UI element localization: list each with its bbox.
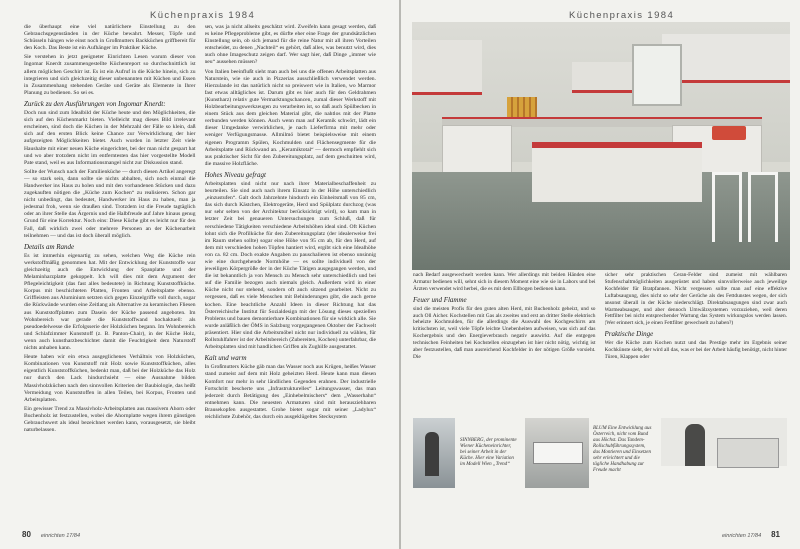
photo-chair: [748, 172, 778, 242]
subheading: Hohes Niveau gefragt: [204, 170, 266, 179]
paragraph: Sie verstehen in jetzt geeigneter Einrichten Lesen warum dieser von Ingomar Knerdt zusammengestellte Küchenreport so durchschnittlich ist allem möglichen Geschirr ist. Es ist ein Aufruf in die Küche hinein, sich zu integrieren und sich gleichzeitig dieser unbenannten mit Küchen und Essen in Zusammenhang stehenden Geräte und Geräte als Elemente in Ihrer Planung zu bedienen. So sei es.: [24, 54, 196, 96]
paragraph: In Großmutters Küche gäb man das Wasser noch aus Krügen, heißes Wasser stand zumeist auf dem mit Holz geheizten Herd. Heute kann man diesen Komfort nur mehr in sehr ländlichen Gegenden erahnen. Der industrielle Fortschritt bescherte uns „Infrastrukturelles“ Leitungswasser, das man jederzeit durch Betätigung des „Einhebelmischers“ dem „Wasserhahn“ entnehmen kann. Die neuesten Armaturen sind mit herausziehbaren Brausekopfen ausgestattet. Grohe bietet sogar mit seiner „Ladylux“ reichlichste Zubehör, das durch ein ausgeklügeltes Stecksystem: [204, 364, 376, 420]
paragraph: Heute haben wir ein etwa ausgeglichenes Verhältnis von Holzküchen, Kombinationen von Kunststoff mit Holz sowie Kunststoffküchen, alles eigentlich Kunststoffküchen, bedenkt man, daß bei der Holzküche das Holz nur durch den Lack hindurchsieht — eine Ausnahme bilden Massivholzküchen nach den sinnvollen Kriterien der Baubiologie, das heißt Vermeidung von Kunststoffen in allen Teilen, bei Korpus, Fronten und Arbeitsplatten.: [24, 354, 196, 403]
page-number: 81: [771, 530, 780, 539]
photo-pot: [712, 126, 746, 140]
subheading: Feuer und Flamme: [413, 295, 467, 304]
paragraph: Es ist immerhin eigenartig zu sehen, welchen Weg die Küche rein werkstoffmäßig genommen hat. Mit der Entwicklung der Kunststoffe war gleichzeitig auch die Entwicklung der Spanplatte und der Melaminharzplatte gekoppelt. Ich will dies mit dem Argument der Pflegeleichtigkeit (das fast alles bedeutete) in Richtung Kunststoffküche. Korpus mit beschichteten Platten, Fronten und Arbeitsplatte ebenso. Griffleisten aus Aluminium setzten sich gegen Einzelgriffe voll durch, sogar die Rückwände wurden eine Zeitlang als Alternative zu keramischen Fliesen aus Kunststoffplatten zum Dasein der Küche passend angeboten. Im Wohnbereich war gerade die Kunststoffwand hochaktuell: als pseudoedelwesse die Erfolgsserie der Holzküchen begann. Im Wohnbereich und Schlafzimmer Kunststoff (z. B. Panton-Chair), in der Küche Holz, wenn auch kunstharzbeschichtet damit die Feuchtigkeit dem Naturstoff nichts anhaben kann.: [24, 252, 196, 352]
page-header: Küchenpraxis 1984: [150, 10, 256, 21]
paragraph: Ein gewisser Trend zu Massivholz-Arbeitsplatten aus massivem Ahorn oder Buchenholz ist festzustellen, wobei die Ahornplatte wegen ihrem günstigen Gebrauchswert als ideal bezeichnet werden kann, vorausgesetzt, sie bleibt naturbelassen.: [24, 405, 196, 434]
text-column-2: [205, 24, 377, 436]
paragraph: Wer die Küche zum Kochen nutzt und das Prestige mehr im Ergebnis seiner Kochkünste sieht, der wird all das, was er bei der Arbeit häufig benötigt, nicht hinter Türen, Klappen oder: [604, 340, 787, 360]
photo-island: [532, 142, 702, 202]
subheading: Details am Rande: [24, 242, 75, 251]
stove: [717, 438, 779, 468]
photo-drawer-system: [525, 418, 589, 488]
figure: [685, 424, 705, 466]
subheading: Zurück zu den Ausführungen von Ingomar Knerdt:: [24, 99, 166, 108]
kitchen-photo: [412, 22, 790, 270]
subheading: Praktische Dinge: [604, 330, 654, 339]
photo-bottles: [507, 97, 537, 119]
right-page: [401, 0, 800, 549]
figure: [425, 432, 439, 476]
photo-window: [632, 44, 682, 106]
footer-source: einrichten 17/84: [722, 533, 762, 539]
paragraph: Sollte der Wunsch nach der Familienküche — durch diesen Artikel angeregt — so stark sein, dann sollte sie nichts abhalten, sich noch einmal die Handwerker ins Haus zu holen und mit den vorhandenen Stücken und dazu zugekauften nötigen die „Küche zum Kochen“ zu realisieren. Schon gar nicht unbedingt, das bedeutet, Handwerker im Haus zu haben, man ja jedesmal froh, wenn sie draußen sind. Trotzdem ist die Freude tagtäglich oder an ihrer Stelle das Ärgernis und die Halbfreude auf Jahre hinaus genug Grund für eine Korrektur. Noch eins: Diese Küche gibt es leicht nur für den Fall, daß wirklich zwei oder mehrere Personen an der Küchenarbeit teilnehmen — und das ist doch überall möglich.: [24, 168, 196, 239]
text-column-2: [605, 272, 788, 363]
paragraph: sind die meisten Profis für den guten alten Herd, mit Buchenholz geheizt, und so auch Oll Aicher. Kochstellen mit Gas als zweites und erst an dritter Stelle elektrisch beheizte Kochmulden, für die allerdings die Auswahl des Kochgeschirrs am kritischsten ist, weil viele Töpfe leichte Unebenheiten aufweisen, was sich auf das Kochergebnis und den Energieverbrauch negativ auswirkt. Auf die entgegen technischen Feinheiten bei Kochstellen einzugehen ist hier nicht nötig, wichtig ist aber festzustellen, daß man ausreichend Kochfelder in der nötigen Größe vorsieht. Die: [413, 305, 596, 360]
subheading: Kalt und warm: [204, 354, 247, 363]
photo-person-standing: [413, 418, 455, 488]
page-footer: [22, 530, 80, 539]
photo-chair: [712, 172, 742, 242]
paragraph: die überhaupt eine viel natürlichere Einstellung zu den Gebrauchsgegenständen in der Küche bewahrt. Messer, Töpfe und Schüsseln hängen wie einst noch in Großmutters Backküchen griffbereit für den Koch. Das Beste ist ein Aufhänger im Praktiker Küche.: [24, 24, 196, 52]
paragraph: Von Italien beeinflußt sieht man auch bei uns die offenen Arbeitsplatten aus Naturstein, wie sie auch in Pizzerias ausschließlich verwendet werden. Hierzulande ist das natürlich nicht so preiswert wie in Italien, wo Marmor fast etwas alltägliches ist. Darum gibt es hier auch für den Geldrahmen (Kunstharz) relativ gute Vermarktungschancen, zumal dieser Werkstoff mit Holzbearbeitungswerkzeugen zu verarbeiten ist, so daß auch Spülbecken in einem Stück aus dem gleichen Material gibt, die nahtlos mit der Platte verbunden werden können. Auch wenn man auf Keramik schwört, lädt ein dieser Umgedanke verwirklichen, je nach Lieferfirma mit mehr oder weniger Verfügungsmasse. Allmilmö bietet beispielsweise mit einem eigenen Programm Spülen, Kochmulden und Flächensegmente für die Arbeitsplatte und Rückwand an. „Keramiktotal“ — dermoch empfiehlt sich aus praktischer Sicht für den Zubereitungsplatz, auf dem geschnitten wird, die massive Holzfläche.: [204, 68, 376, 167]
text-column-1: [24, 24, 196, 436]
footer-source: einrichten 17/84: [40, 533, 80, 539]
photo-person-cooking: [661, 418, 787, 466]
paragraph: nach Bedarf ausgewechselt werden kann. Wer allerdings mit beiden Händen eine Armatur bedienen will, sehnt sich in diesem Moment eine wie sie in Labors und bei Ärzten verwendet wird herbei, die es mit dem Ellbogen bedienen kann.: [413, 272, 596, 292]
drawer-device: [533, 442, 583, 464]
paragraph: Doch nun sind zum Idealbild der Küche heute und den Möglichkeiten, die sich auf den Küchenmarkt bieten. Vielleicht mag dieses Bild irrelevant erscheinen, sind doch die Küchen in der Mehrzahl der Fälle so klein, daß sich auf den ersten Blick keine Chance zur Verwirklichung der hier aufgezeigten Möglichkeiten bietet. Auch wurden in letzter Zeit viele Haushalte mit einer neuen Küche eingerichtet, bei der man nicht gespart hat und wo aber trotzdem nicht im entferntesten das hier vorgestellte Modell Pate stand, weil es aus Informationsmangel nicht zur Diskussion stand.: [24, 110, 196, 166]
paragraph: Arbeitsplatten sind nicht nur nach ihrer Materialbeschaffenheit zu beurteilen. Sie sind auch nach ihrem Einsatz in der Höhe unterschiedlich „einzustufen“. Galt doch Jahrzehnte hindurch ein Einheitsmaß von 85 cm, das sich durch Kästchen, Elektrogeräte, Herd und Spülplatz durchzog (was nur sehr selten von der Architektur berücksichtigt wird), so kam man in letzter Zeit bei genaueren Untersuchungen zum Schluß, daß für verschiedene Tätigkeiten verschiedene Arbeitshöhen ideal sind. Oft Küchen lohnt sich die Profilküche für den Zubereitungsplatz (der idealerweise frei im Raum stehen sollte) sogar eine Höhe von 95 cm ab, für den Herd, auf dem mit verschieden hohen Töpfen hantiert wird, ergibt sich eine Idealhöhe von ca. 82 cm. Doch exakte Angaben zu pauschalieren ist ebenso unsinnig wie eine durchgehende Normhöhe — es sollte individuell von der jeweiligen Körpergröße der in der Küche Tätigen ausgegangen werden, und die ist bekanntlich ja von Mensch zu Mensch sehr unterschiedlich und bei auf die Familie bezogen auch niemals gleich. Außerdem wird in einer Küche nicht nur stehend, sondern oft auch sitzend gearbeitet. Nicht zu vergessen, daß es viele Menschen mit Behinderungen gibt, die auch gerne kochen. Eine beachtliche Anzahl Ideen in dieser Richtung hat das Österreichische Institut für Sozialdesign mit der Lösung dieses speziellen Problems und bauen demontierbare Kombinationen für sie wirklich alle. Sie wurde anläßlich der ÖMS in Salzburg vorgegangenen Oktober der Fachwelt präsentiert. Hier sind die Arbeitsmöbel nicht nur individuell zu wählen, für Rollstuhlfahrer ist der Arbeitsbereich (Zubereiten, Kochen) unterfahrbar, die Arbeitsplatten sind mit handlichen Griffen als Zughilfe ausgestattet.: [204, 180, 376, 351]
paragraph: sicher sehr praktischen Ceran-Felder sind zumeist mit wählbaren Stufenschaltmöglichkeiten ausgerüstet und haben sinnvollerweise auch jeweilige Kochfelder für Bratpfannen. Nicht vergessen sollte man auf eine effektive Luftabsaugung, dies nicht so sehr der Gerüche als des Fettdunstes wegen, der sich ansonst überall in der Küche niederschlägt. Direktabsaugungen sind zwar auch Warmeabsauger, und aber dennoch Umwälzsystemen vorzuziehen, weil deren Fettfilter bei nicht entsprechender Wartung das System wirkungslos werden lassen. (Wer erinnert sich, je einen Fettfilter gewechselt zu haben?): [604, 272, 787, 327]
page-footer: [722, 530, 780, 539]
photo-range-hood: [572, 62, 632, 93]
text-column-1: [413, 272, 596, 363]
photo-caption: SINNBERG, der prominente Wiener Kücheneinrichter, bei seiner Arbeit in der Küche. Hier eine Variation im Modell Wien „Trend“: [460, 438, 517, 467]
text-columns: [24, 24, 376, 436]
photo-strip: [413, 418, 787, 518]
left-page: [0, 0, 399, 549]
page-header: Küchenpraxis 1984: [569, 10, 675, 21]
text-columns: [413, 272, 787, 363]
paragraph: sen, was ja nicht allseits geschätzt wird. Zweifeln kann gesagt werden, daß es keine Pflegeprobleme gibt, es dürfte eher eine Frage der grundsätzlichen Einstellung sein, ob sich jemand für die reine Natur mit all ihren Vorteilen entscheidet, zu denen „Nachteil“ es gehört, daß alles, was benutzt wird, dies auch ohne Imageschutz zeigen darf. Wer sagt hier, daß Dinge „immer wie neu“ aussehen müssen?: [204, 24, 376, 66]
photo-caption: BLUM Eine Entwicklung aus Österreich, nicht vom Bund aus Höchst. Das Tandem-Rollschubführungssystem, das Montieren und Einsetzen sehr erleichtert und die tägliche Handhabung zur Freude macht: [593, 426, 652, 473]
photo-upper-cabinet-left: [412, 40, 482, 95]
page-number: 80: [22, 530, 31, 539]
